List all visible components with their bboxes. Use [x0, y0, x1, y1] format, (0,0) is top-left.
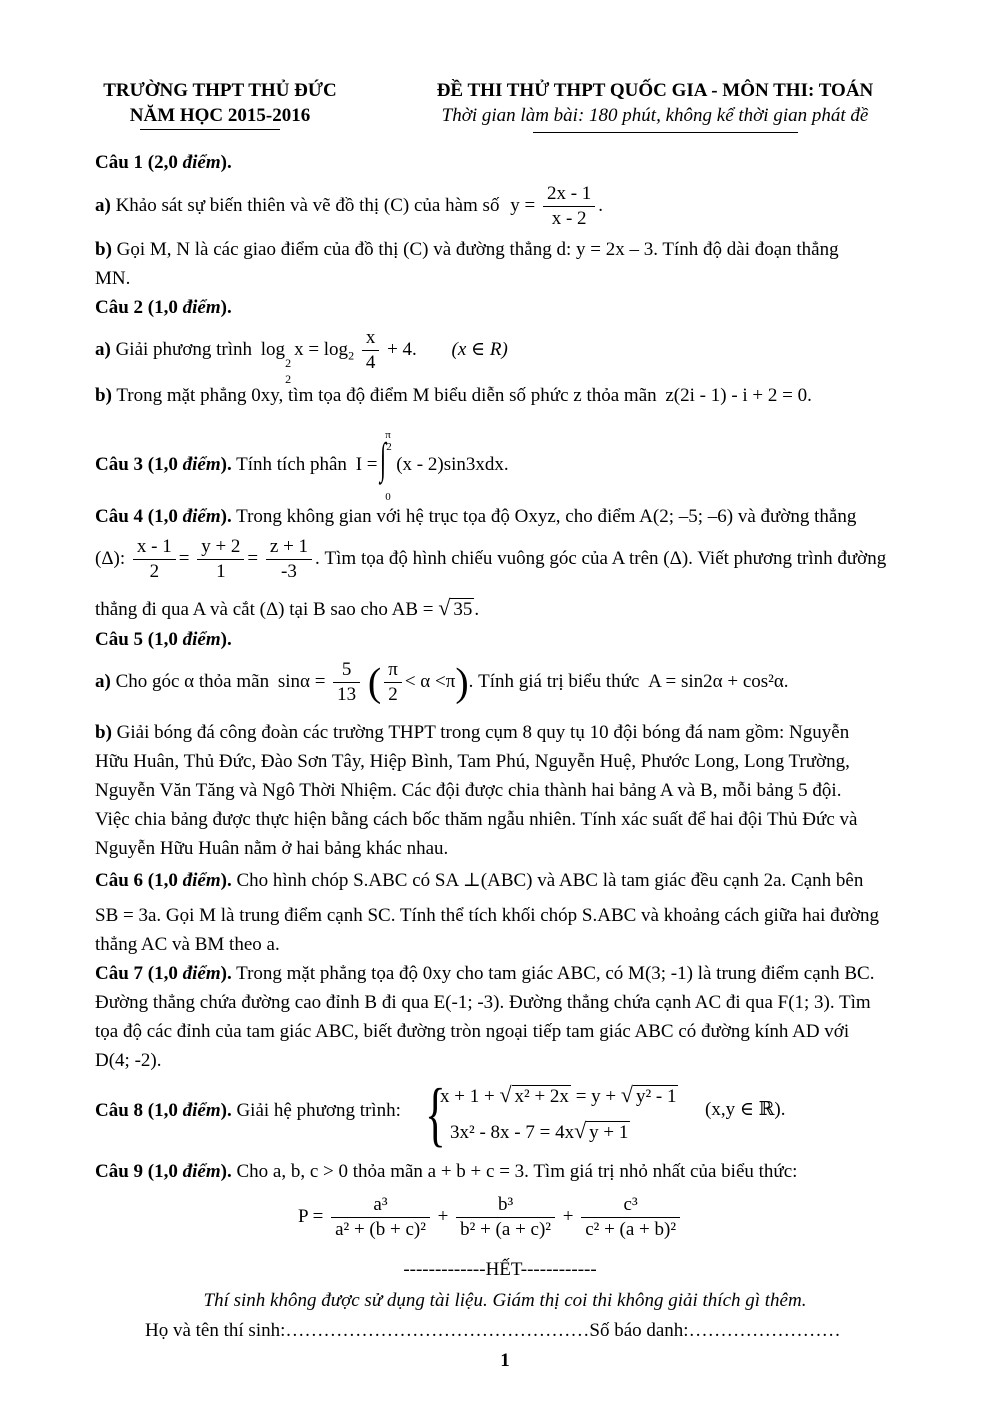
q1-fraction: $\frac{2x - 1}{x - 2}$ [543, 182, 595, 231]
q9-line1: Câu 9 (1,0 điểm). Cho a, b, c > 0 thỏa mãn a + b + c = 3. Tìm giá trị nhỏ nhất của biểu thức: [95, 1161, 798, 1182]
q5-a: a) Cho góc α thỏa mãn sinα = $\frac{5}{13}$ ( $\frac{\pi}{2}$ < α <π). Tính giá trị biểu thức A = sin2α + cos²α. [95, 659, 789, 706]
q5-b-line4: Việc chia bảng được thực hiện bằng cách bốc thăm ngẫu nhiên. Tính xác suất để hai đội Thủ Đức và [95, 809, 858, 830]
q4-line2: (Δ): $\frac{x - 1}{2}$ = $\frac{y + 2}{1}$ = $\frac{z + 1}{-3}$ . Tìm tọa độ hình chiếu vuông góc của A trên (Δ). Viết phương trình đường [95, 536, 887, 582]
q3: Câu 3 (1,0 điểm). Tính tích phân I = ∫ π 2 0 (x - 2)sin3xdx. [95, 429, 509, 504]
q7-line3: tọa độ các đỉnh của tam giác ABC, biết đường tròn ngoại tiếp tam giác ABC có đường kính AD với [95, 1021, 850, 1042]
end-marker: -------------HẾT------------ [403, 1259, 597, 1280]
q8-domain: (x,y ∈ ℝ). [705, 1099, 786, 1120]
q5-b-line2: Hữu Huân, Thủ Đức, Đào Sơn Tây, Hiệp Bình, Tam Phú, Nguyễn Huệ, Phước Long, Long Trường, [95, 751, 850, 772]
q8-label: Câu 8 (1,0 điểm). Giải hệ phương trình: [95, 1100, 401, 1121]
q6-line1: Câu 6 (1,0 điểm). Cho hình chóp S.ABC có SA ⊥(ABC) và ABC là tam giác đều cạnh 2a. Cạnh bên [95, 870, 864, 891]
q6-line3: thẳng AC và BM theo a. [95, 934, 280, 955]
q1-title: Câu 1 (2,0 điểm). [95, 152, 232, 173]
q1-a: a) Khảo sát sự biến thiên và vẽ đồ thị (C) của hàm số y = $\frac{2x - 1}{x - 2}$ . [95, 183, 604, 229]
q1-b-line2: MN. [95, 268, 131, 289]
q2-a: a) Giải phương trình log 2 2 $x = \log_2$ $\frac{x}{4}$ + 4. (x ∈ R) [95, 327, 508, 386]
school-name: TRƯỜNG THPT THỦ ĐỨC [103, 80, 337, 101]
q8-brace: { [425, 1074, 446, 1154]
candidate-note: Thí sinh không được sử dụng tài liệu. Giám thị coi thi không giải thích gì thêm. [203, 1290, 807, 1311]
q7-line2: Đường thẳng chứa đường cao đỉnh B đi qua E(-1; -3). Đường thẳng chứa cạnh AC đi qua F(1; 3). Tìm [95, 992, 871, 1013]
school-year: NĂM HỌC 2015-2016 [129, 105, 311, 126]
q2-title: Câu 2 (1,0 điểm). [95, 297, 232, 318]
q9-expression: P = $\frac{\text{a³}}{\text{a² + (b + c)²}}$ + $\frac{\text{b³}}{\text{b² + (a + c)²}}$ + $\frac{\text{c³}}{\text{c² + (a + b)²}}$ [298, 1192, 738, 1242]
exam-time-note: Thời gian làm bài: 180 phút, không kể thời gian phát đề [441, 105, 869, 126]
q1-b-line1: b) Gọi M, N là các giao điểm của đồ thị (C) và đường thẳng d: y = 2x – 3. Tính độ dài đoạn thẳng [95, 239, 839, 260]
page-number: 1 [500, 1350, 510, 1371]
q5-b-line3: Nguyễn Văn Tăng và Ngô Thời Nhiệm. Các đội được chia thành hai bảng A và B, mỗi bảng 5 đội. [95, 780, 842, 801]
q2-b: b) Trong mặt phẳng 0xy, tìm tọa độ điểm M biểu diễn số phức z thỏa mãn z(2i - 1) - i + 2 = 0. [95, 385, 812, 406]
q4-line3: thẳng đi qua A và cắt (Δ) tại B sao cho AB = √ 35 . [95, 595, 480, 620]
header-underline-right [533, 132, 798, 133]
q5-b-line1: b) Giải bóng đá công đoàn các trường THPT trong cụm 8 quy tụ 10 đội bóng đá nam gồm: Nguyễn [95, 722, 850, 743]
q8-eq1: x + 1 + √ x² + 2x = y + √ y² - 1 [440, 1082, 677, 1107]
exam-title: ĐỀ THI THỬ THPT QUỐC GIA - MÔN THI: TOÁN [436, 80, 874, 101]
q7-line1: Câu 7 (1,0 điểm). Trong mặt phẳng tọa độ 0xy cho tam giác ABC, có M(3; -1) là trung điểm cạnh BC. [95, 963, 875, 984]
header-underline-left [140, 129, 280, 130]
q7-line4: D(4; -2). [95, 1050, 162, 1071]
q5-title: Câu 5 (1,0 điểm). [95, 629, 232, 650]
candidate-info-line: Họ và tên thí sinh:…………………………………………Số báo danh:…………………… [145, 1320, 841, 1341]
q4-line1: Câu 4 (1,0 điểm). Trong không gian với hệ trục tọa độ Oxyz, cho điểm A(2; –5; –6) và đường thẳng [95, 506, 857, 527]
q6-line2: SB = 3a. Gọi M là trung điểm cạnh SC. Tính thể tích khối chóp S.ABC và khoảng cách giữa hai đường [95, 905, 880, 926]
q8-eq2: 3x² - 8x - 7 = 4x√ y + 1 [450, 1118, 629, 1143]
q5-b-line5: Nguyễn Hữu Huân nằm ở hai bảng khác nhau. [95, 838, 449, 859]
